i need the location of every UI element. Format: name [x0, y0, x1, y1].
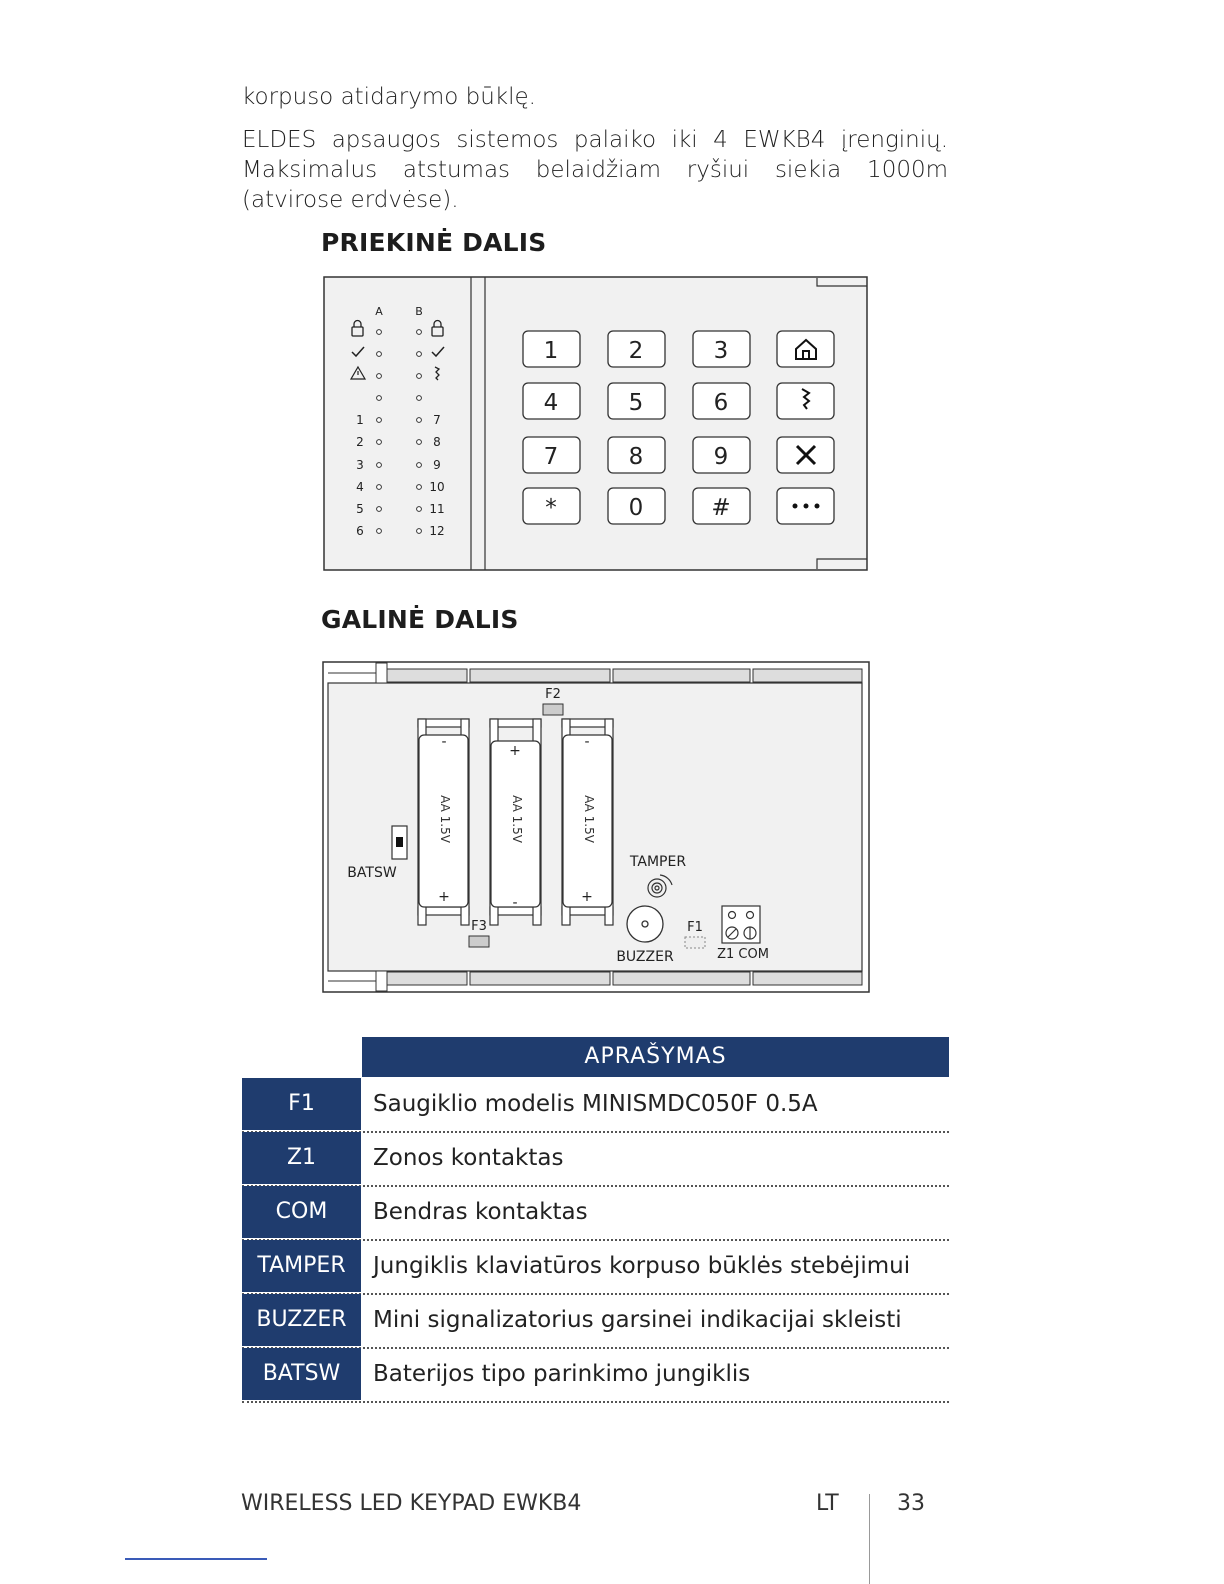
battery-2-label: AA 1.5V	[510, 795, 524, 843]
led-label: 9	[433, 458, 441, 472]
batsw-label: BATSW	[347, 865, 397, 881]
key-4: 4	[543, 390, 559, 416]
led-label: 6	[356, 524, 364, 538]
buzzer-label: BUZZER	[616, 949, 674, 965]
led-label: 3	[356, 458, 364, 472]
table-header: APRAŠYMAS	[362, 1037, 949, 1077]
led-label: 12	[429, 524, 445, 538]
led-label: 1	[356, 413, 364, 427]
led-label: 8	[433, 435, 441, 449]
row-key: BATSW	[242, 1348, 361, 1400]
battery-1-label: AA 1.5V	[438, 795, 452, 843]
terminal-block-icon	[722, 906, 760, 943]
key-7: 7	[543, 444, 559, 470]
battery-3-label: AA 1.5V	[582, 795, 596, 843]
more-icon	[793, 504, 820, 509]
buzzer-icon	[627, 906, 663, 942]
row-value: Saugiklio modelis MINISMDC050F 0.5A	[373, 1091, 818, 1117]
key-3: 3	[713, 338, 729, 364]
tamper-label: TAMPER	[629, 854, 687, 870]
footer-accent-line	[125, 1558, 267, 1560]
table-row	[242, 1348, 949, 1402]
back-heading: GALINĖ DALIS	[321, 605, 519, 634]
footer-lang: LT	[816, 1491, 839, 1516]
row-key: BUZZER	[242, 1294, 361, 1346]
col-a-label: A	[375, 305, 383, 318]
row-value: Jungiklis klaviatūros korpuso būklės stebėjimui	[373, 1253, 911, 1279]
led-label: 2	[356, 435, 364, 449]
f2-fuse	[543, 704, 563, 715]
led-label: 11	[429, 502, 445, 516]
f1-label: F1	[687, 920, 703, 935]
back-panel-diagram	[322, 661, 870, 993]
footer-title: WIRELESS LED KEYPAD EWKB4	[241, 1491, 582, 1516]
led-label: 7	[433, 413, 441, 427]
key-8: 8	[628, 444, 644, 470]
front-heading: PRIEKINĖ DALIS	[321, 228, 547, 257]
key-0: 0	[628, 495, 644, 521]
table-row	[242, 1132, 949, 1186]
row-value: Zonos kontaktas	[373, 1145, 564, 1171]
battery-3-minus: -	[584, 734, 590, 750]
intro-line: korpuso atidarymo būklę.	[242, 84, 536, 110]
footer-divider	[869, 1494, 870, 1584]
table-row	[242, 1294, 949, 1348]
col-b-label: B	[415, 305, 423, 318]
led-label: 5	[356, 502, 364, 516]
row-value: Bendras kontaktas	[373, 1199, 588, 1225]
battery-2-plus: +	[509, 743, 521, 759]
key-star: *	[545, 495, 557, 521]
key-5: 5	[628, 390, 644, 416]
row-key: COM	[242, 1186, 361, 1238]
row-key: Z1	[242, 1132, 361, 1184]
row-key: TAMPER	[242, 1240, 361, 1292]
key-1: 1	[543, 338, 559, 364]
f3-fuse	[469, 936, 489, 947]
f1-fuse	[685, 937, 705, 948]
page-number: 33	[897, 1491, 925, 1516]
led-label: 10	[429, 480, 445, 494]
f2-label: F2	[545, 687, 561, 702]
battery-2-minus: -	[512, 895, 518, 911]
key-9: 9	[713, 444, 729, 470]
battery-3-plus: +	[581, 889, 593, 905]
z1com-label: Z1 COM	[717, 947, 769, 962]
front-panel-diagram	[323, 276, 868, 571]
key-hash: #	[711, 495, 731, 521]
row-value: Mini signalizatorius garsinei indikacijai skleisti	[373, 1307, 902, 1333]
table-row	[242, 1186, 949, 1240]
key-6: 6	[713, 390, 729, 416]
row-key: F1	[242, 1078, 361, 1130]
row-value: Baterijos tipo parinkimo jungiklis	[373, 1361, 751, 1387]
battery-1-plus: +	[438, 889, 450, 905]
battery-1-minus: -	[441, 734, 447, 750]
led-label: 4	[356, 480, 364, 494]
f3-label: F3	[471, 919, 487, 934]
table-row	[242, 1078, 949, 1132]
key-2: 2	[628, 338, 644, 364]
table-row	[242, 1240, 949, 1294]
intro-paragraph: ELDES apsaugos sistemos palaiko iki 4 EWKB4 įrenginių. Maksimalus atstumas belaidžiam ryšiui siekia 1000m (atvirose erdvėse).	[242, 127, 948, 213]
